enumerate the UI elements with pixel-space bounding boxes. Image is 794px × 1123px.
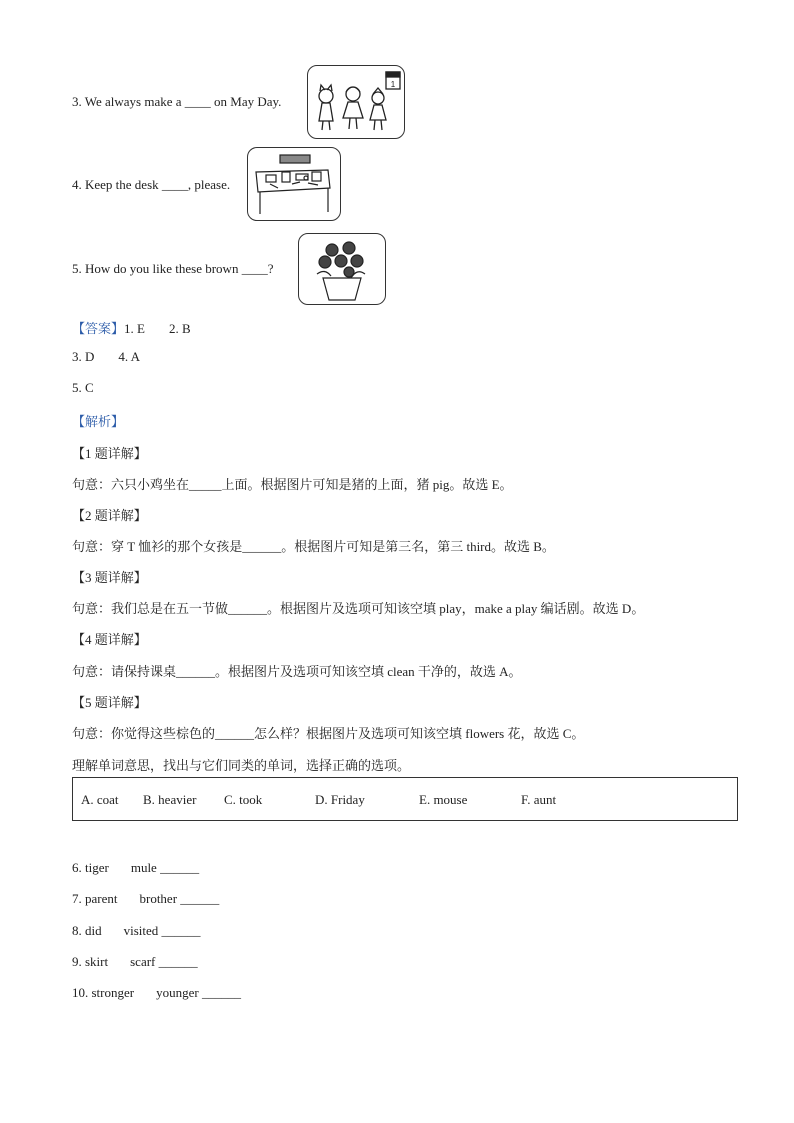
analysis-body-5: 句意：你觉得这些棕色的______怎么样？根据图片及选项可知该空填 flowers 花，故选 C。 [72, 726, 585, 741]
answer-label: 【答案】 [72, 321, 125, 336]
option-d: D. Friday [315, 792, 365, 807]
analysis-body-3: 句意：我们总是在五一节做______。根据图片及选项可知该空填 play，make a play 编话剧。故选 D。 [72, 601, 645, 616]
analysis-head-3: 【3 题详解】 [72, 570, 147, 585]
answer-line-3: 5. C [72, 380, 94, 395]
analysis-head-4: 【4 题详解】 [72, 632, 147, 647]
word-question-9: 9. skirt scarf ______ [72, 954, 198, 969]
section-instruction: 理解单词意思，找出与它们同类的单词，选择正确的选项。 [72, 758, 411, 773]
word-question-8: 8. did visited ______ [72, 923, 201, 938]
messy-desk-picture [247, 147, 341, 221]
question-5: 5. How do you like these brown ____? [72, 261, 274, 276]
option-a: A. coat [81, 792, 119, 807]
option-c: C. took [224, 792, 263, 807]
question-3: 3. We always make a ____ on May Day. [72, 94, 282, 109]
analysis-body-2: 句意：穿 T 恤衫的那个女孩是______。根据图片可知是第三名，第三 third。故选 B。 [72, 539, 555, 554]
analysis-head-5: 【5 题详解】 [72, 695, 147, 710]
analysis-head-2: 【2 题详解】 [72, 508, 147, 523]
option-f: F. aunt [521, 792, 557, 807]
option-b: B. heavier [143, 792, 197, 807]
analysis-body-4: 句意：请保持课桌______。根据图片及选项可知该空填 clean 干净的，故选 A。 [72, 664, 522, 679]
may-day-kids-picture [307, 65, 405, 139]
answer-line-2: 3. D 4. A [72, 349, 141, 364]
word-question-10: 10. stronger younger ______ [72, 985, 241, 1000]
analysis-label: 【解析】 [72, 414, 125, 429]
word-question-7: 7. parent brother ______ [72, 891, 220, 906]
answer-line-1: 【答案】1. E 2. B [72, 321, 191, 336]
analysis-head-1: 【1 题详解】 [72, 446, 147, 461]
calendar-label: 1 [390, 80, 396, 89]
option-e: E. mouse [419, 792, 468, 807]
question-4: 4. Keep the desk ____, please. [72, 177, 231, 192]
analysis-body-1: 句意：六只小鸡坐在_____上面。根据图片可知是猪的上面，猪 pig。故选 E。 [72, 477, 513, 492]
word-question-6: 6. tiger mule ______ [72, 860, 200, 875]
options-box [72, 777, 738, 821]
flower-pot-picture [298, 233, 386, 305]
